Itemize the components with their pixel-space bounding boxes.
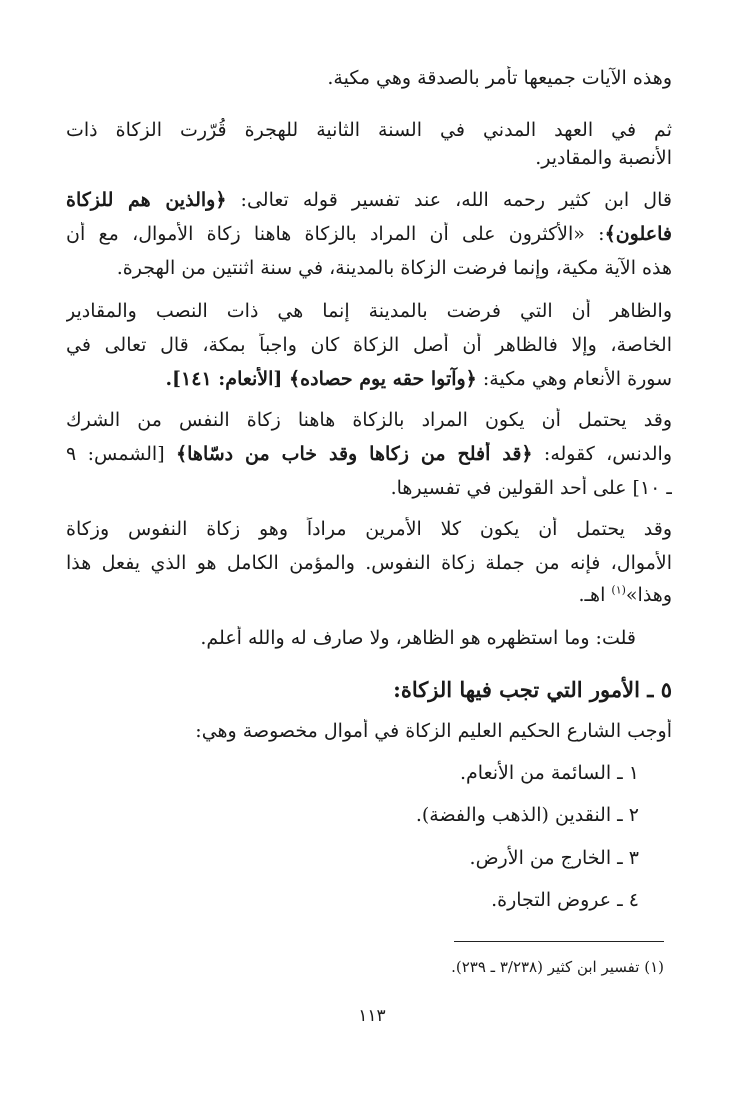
page-number: ١١٣ xyxy=(358,1006,386,1026)
text-line: وقد يحتمل أن يكون كلا الأمرين مراداً وهو زكاة النفوس وزكاة xyxy=(66,518,672,540)
text-line: وقد يحتمل أن يكون المراد بالزكاة هاهنا زكاة النفس من الشرك xyxy=(66,409,672,431)
list-item: ٢ ـ النقدين (الذهب والفضة). xyxy=(415,804,639,826)
footnote-marker: (١) xyxy=(611,583,626,597)
quran-verse: ﴿قد أفلح من زكاها وقد خاب من دسّاها﴾ xyxy=(176,443,533,465)
text-line xyxy=(66,222,672,246)
text-line: الخاصة، وإلا فالظاهر أن أصل الزكاة كان واجباً بمكة، قال تعالى في xyxy=(66,334,672,356)
text-span: سورة الأنعام وهي مكية: xyxy=(476,368,672,390)
text-line xyxy=(66,188,672,212)
text-line: ثم في العهد المدني في السنة الثانية للهجرة قُرّرت الزكاة ذات xyxy=(66,119,672,141)
text-span: [الشمس: ٩ xyxy=(66,443,176,465)
text-line: الأموال، فإنه من جملة زكاة النفوس. والمؤمن الكامل هو الذي يفعل هذا xyxy=(66,552,672,574)
text-span: اهـ. xyxy=(578,584,612,606)
section-heading: ٥ ـ الأمور التي تجب فيها الزكاة: xyxy=(393,677,672,702)
quran-verse: ﴿والذين هم للزكاة xyxy=(66,189,227,211)
list-item: ١ ـ السائمة من الأنعام. xyxy=(459,762,639,784)
text-line: أوجب الشارع الحكيم العليم الزكاة في أموال مخصوصة وهي: xyxy=(195,720,672,742)
text-line: ـ ١٠] على أحد القولين في تفسيرها. xyxy=(390,477,672,499)
text-span: : «الأكثرون على أن المراد بالزكاة هاهنا زكاة الأموال، مع أن xyxy=(66,223,605,245)
footnote: (١) تفسير ابن كثير (٣/٢٣٨ ـ ٢٣٩). xyxy=(451,958,664,976)
quran-verse: فاعلون﴾ xyxy=(604,223,672,245)
text-line xyxy=(66,367,672,391)
text-line: الأنصبة والمقادير. xyxy=(535,147,672,169)
list-item: ٤ ـ عروض التجارة. xyxy=(491,889,639,911)
text-line xyxy=(66,583,672,607)
text-span: والدنس، كقوله: xyxy=(532,443,672,465)
text-span: [الأنعام: ١٤١]. xyxy=(165,368,290,390)
text-line: والظاهر أن التي فرضت بالمدينة إنما هي ذات النصب والمقادير xyxy=(66,300,672,322)
text-line xyxy=(66,442,672,466)
text-line: وهذه الآيات جميعها تأمر بالصدقة وهي مكية. xyxy=(327,67,672,89)
text-span: قال ابن كثير رحمه الله، عند تفسير قوله تعالى: xyxy=(226,189,672,211)
list-item: ٣ ـ الخارج من الأرض. xyxy=(469,847,639,869)
quran-verse: ﴿وآتوا حقه يوم حصاده﴾ xyxy=(289,368,477,390)
text-line: هذه الآية مكية، وإنما فرضت الزكاة بالمدينة، في سنة اثنتين من الهجرة. xyxy=(116,257,672,279)
text-line: قلت: وما استظهره هو الظاهر، ولا صارف له والله أعلم. xyxy=(200,627,636,649)
footnote-divider xyxy=(454,941,664,942)
text-span: وهذا» xyxy=(625,584,672,606)
